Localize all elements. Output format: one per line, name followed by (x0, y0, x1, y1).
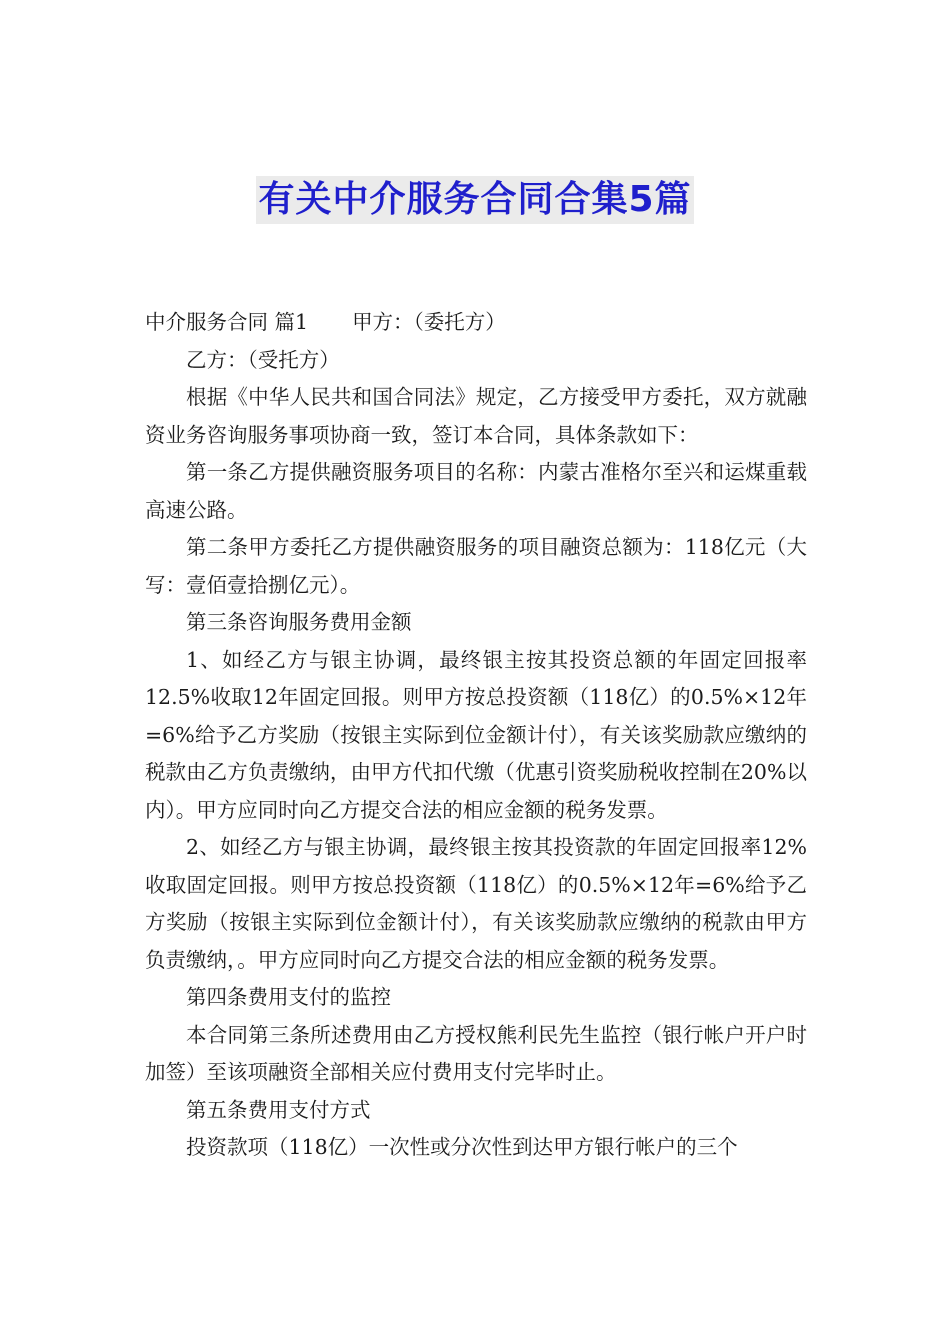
first-line (145, 304, 807, 342)
paragraph: 投资款项（118亿）一次性或分次性到达甲方银行帐户的三个 (186, 1135, 738, 1159)
paragraph: 1、如经乙方与银主协调，最终银主按其投资总额的年固定回报率12.5%收取12年固定回报。则甲方按总投资额（118亿）的0.5%×12年=6%给予乙方奖励（按银主实际到位金额计付），有关该奖励款应缴纳的税款由乙方负责缴纳，由甲方代扣代缴（优惠引资奖励税收控制在20%以内）。甲方应同时向乙方提交合法的相应金额的税务发票。 (145, 647, 807, 822)
paragraph: 第五条费用支付方式 (186, 1097, 371, 1122)
paragraph: 根据《中华人民共和国合同法》规定，乙方接受甲方委托，双方就融资业务咨询服务事项协商一致，签订本合同，具体条款如下： (145, 385, 807, 447)
paragraph: 本合同第三条所述费用由乙方授权熊利民先生监控（银行帐户开户时加签）至该项融资全部相关应付费用支付完毕时止。 (145, 1022, 807, 1084)
paragraph: 第二条甲方委托乙方提供融资服务的项目融资总额为：118亿元（大写：壹佰壹拾捌亿元）。 (145, 535, 807, 597)
paragraph: 第四条费用支付的监控 (186, 985, 391, 1009)
contract-heading: 中介服务合同 篇1 (145, 310, 309, 334)
party-a-line: 甲方：（委托方） (352, 310, 506, 334)
title-wrap (0, 176, 950, 224)
paragraph: 2、如经乙方与银主协调，最终银主按其投资款的年固定回报率12%收取固定回报。则甲方按总投资额（118亿）的0.5%×12年=6%给予乙方奖励（按银主实际到位金额计付），有关该奖励款应缴纳的税款由甲方负责缴纳，。甲方应同时向乙方提交合法的相应金额的税务发票。 (145, 835, 807, 972)
paragraph: 第一条乙方提供融资服务项目的名称：内蒙古准格尔至兴和运煤重载高速公路。 (145, 460, 807, 522)
document-body (145, 304, 807, 1167)
paragraph: 乙方：（受托方） (186, 347, 340, 372)
paragraph: 第三条咨询服务费用金额 (186, 610, 412, 634)
document-title: 有关中介服务合同合集5篇 (256, 176, 693, 224)
